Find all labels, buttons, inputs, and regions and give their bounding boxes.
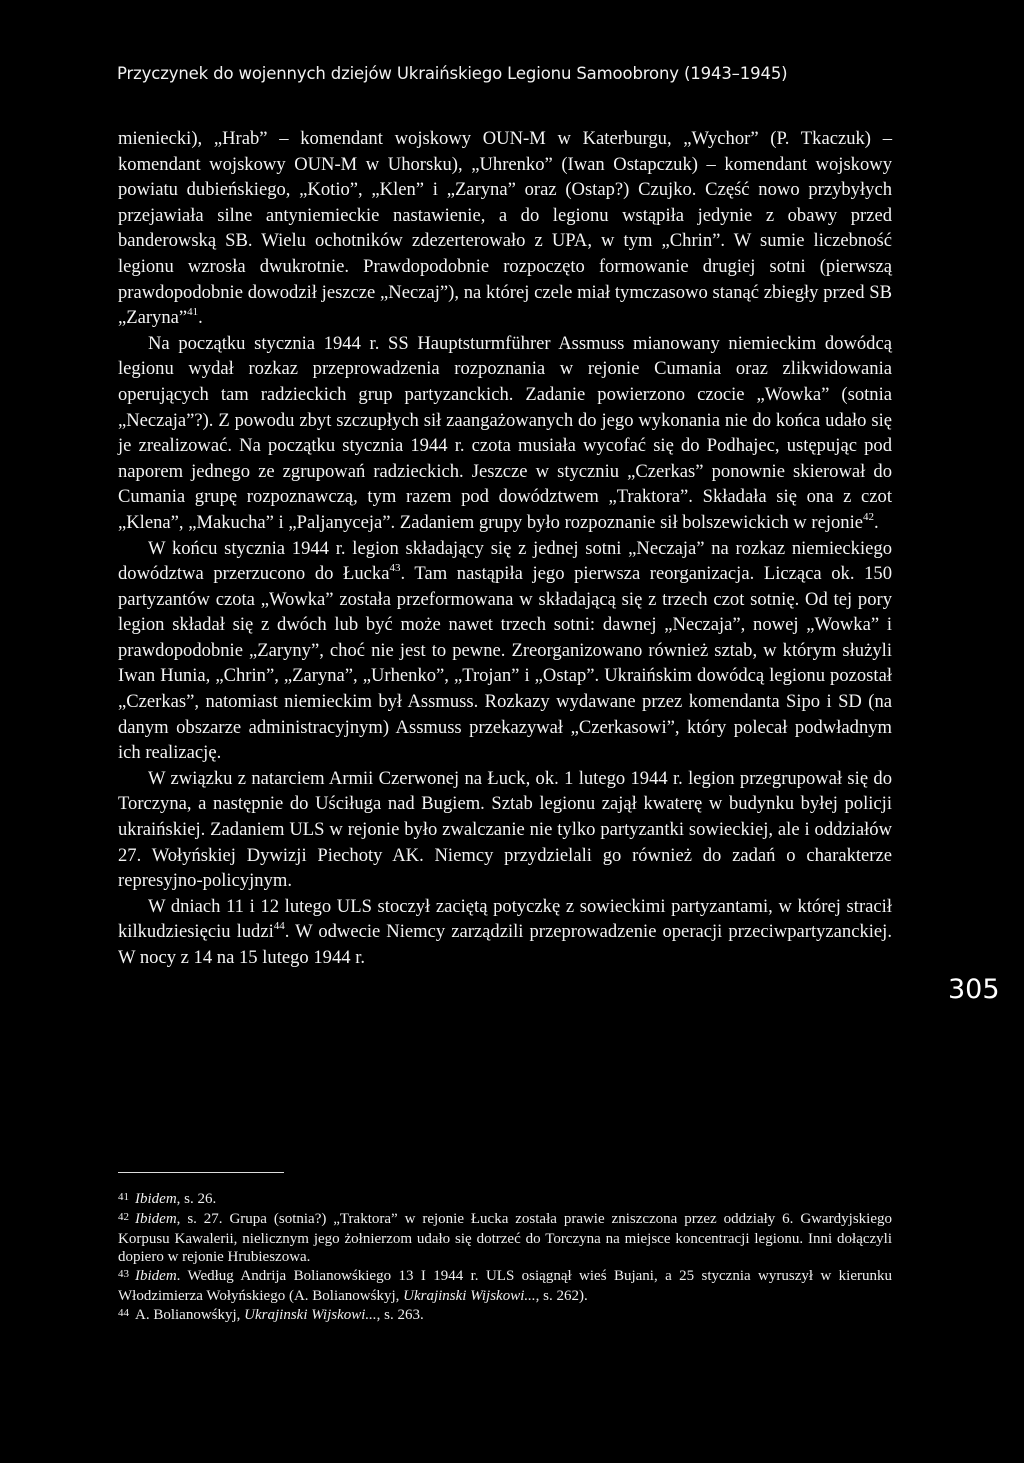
footnote-ref-44[interactable]: 44 [273, 920, 285, 933]
footnote-italic: Ukrajinski Wijskowi... [244, 1306, 377, 1323]
footnote-ref-41[interactable]: 41 [187, 305, 199, 318]
footnote-italic: Ibidem [135, 1191, 177, 1207]
footnote-ref-42[interactable]: 42 [863, 510, 874, 523]
paragraph-text: W związku z natarciem Armii Czerwonej na Łuck, ok. 1 lutego 1944 r. legion przegrupował się do Torczyna, a następnie do Uściługa nad Bugiem. Sztab legionu zajął kwaterę w budynku byłej policji ukraińskiej. Zadaniem ULS w rejonie było zwalczanie nie tylko partyzantki sowieckiej, ale i oddziałów 27. Wołyńskiej Dywizji Piechoty AK. Niemcy przydzielali go również do zadań o charakterze represyjno-policyjnym. [118, 767, 892, 892]
footnote-divider [118, 1172, 284, 1173]
footnote-italic: Ibidem [135, 1268, 177, 1285]
paragraph-3 [118, 536, 892, 766]
paragraph-4 [118, 766, 892, 894]
footnote-italic: Ibidem [135, 1210, 177, 1227]
paragraph-text: W końcu stycznia 1944 r. legion składający się z jednej sotni „Neczaja” na rozkaz niemieckiego dowództwa przerzucono do Łucka [118, 537, 892, 585]
paragraph-5 [118, 894, 892, 971]
paragraph-text: . Tam nastąpiła jego pierwsza reorganizacja. Licząca ok. 150 partyzantów czota „Wowka” została przeformowana w składającą się z trzech czot sotnię. Od tej pory legion składał się z dwóch lub być może nawet trzech sotni: dawnej „Neczaja”, nowej „Wowka” i prawdopodobnie „Zaryny”, choć nie jest to pewne. Zreorganizowano również sztab, w którym służyli Iwan Hunia, „Chrin”, „Zaryna”, „Urhenko”, „Trojan” i „Ostap”. Ukraińskim dowódcą legionu pozostał „Czerkas”, natomiast niemieckim był Assmuss. Rozkazy wydawane przez komendanta Sipo i SD (na danym obszarze administracyjnym) Assmuss przekazywał „Czerkasowi”, który polecał podwładnym ich realizację. [118, 563, 892, 764]
footnote-44 [118, 1306, 892, 1326]
running-header: Przyczynek do wojennych dziejów Ukraińskiego Legionu Samoobrony (1943–1945) [117, 64, 788, 83]
footnote-text: , s. 262). [535, 1287, 588, 1304]
footnote-text: , s. 26. [176, 1191, 217, 1207]
paragraph-text: . W odwecie Niemcy zarządzili przeprowadzenie operacji przeciwpartyzanckiej. W nocy z 14 na 15 lutego 1944 r. [118, 921, 892, 968]
footnote-number: 42 [118, 1210, 129, 1223]
paragraph-text: . [198, 307, 203, 329]
footnote-42 [118, 1210, 892, 1267]
paragraph-1 [118, 126, 892, 331]
paragraph-text: . [874, 511, 879, 533]
paragraph-text: W dniach 11 i 12 lutego ULS stoczył zaciętą potyczkę z sowieckimi partyzantami, w której stracił kilkudziesięciu ludzi [118, 895, 892, 943]
footnote-text: . Według Andrija Bolianowśkiego 13 I 1944 r. ULS osiągnął wieś Bujani, a 25 stycznia wyruszył w kierunku Włodzimierza Wołyńskiego (A. Bolianowśkyj, [118, 1268, 892, 1304]
paragraph-2 [118, 331, 892, 536]
footnote-43 [118, 1267, 892, 1306]
paragraph-text: mieniecki), „Hrab” – komendant wojskowy OUN-M w Katerburgu, „Wychor” (P. Tkaczuk) – komendant wojskowy OUN-M w Uhorsku), „Uhrenko” (Iwan Ostapczuk) – komendant wojskowy powiatu dubieńskiego, „Kotio”, „Klen” i „Zaryna” oraz (Ostap?) Czujko. Część nowo przybyłych przejawiała silne antyniemieckie nastawienie, a do legionu wstąpiła jedynie z obawy przed banderowską SB. Wielu ochotników zdezerterowało z UPA, w tym „Chrin”. W sumie liczebność legionu wzrosła dwukrotnie. Prawdopodobnie rozpoczęto formowanie drugiej sotni (pierwszą prawdopodobnie dowodził jeszcze „Neczaj”), na której czele miał tymczasowo stanąć zbiegły przed SB „Zaryna” [118, 128, 892, 329]
footnotes [118, 1190, 892, 1326]
footnote-text: A. Bolianowśkyj, [135, 1306, 245, 1323]
page-number: 305 [948, 974, 1000, 1005]
footnote-ref-43[interactable]: 43 [389, 561, 401, 574]
footnote-41 [118, 1190, 892, 1210]
footnote-number: 44 [118, 1306, 129, 1319]
footnote-text: , s. 263. [376, 1306, 424, 1323]
footnote-number: 43 [118, 1268, 129, 1281]
footnote-italic: Ukrajinski Wijskowi... [403, 1287, 536, 1304]
footnote-number: 41 [118, 1191, 129, 1203]
main-text [118, 126, 892, 971]
paragraph-text: Na początku stycznia 1944 r. SS Hauptsturmführer Assmuss mianowany niemieckim dowódcą legionu wydał rozkaz przeprowadzenia rozpoznania w rejonie Cumania oraz zlikwidowania operujących tam radzieckich grup partyzanckich. Zadanie powierzono czocie „Wowka” (sotnia „Neczaja”?). Z powodu zbyt szczupłych sił zaangażowanych do jego wykonania nie do końca udało się je zrealizować. Na początku stycznia 1944 r. czota musiała wycofać się do Podhajec, ustępując pod naporem jednego ze zgrupowań radzieckich. Jeszcze w styczniu „Czerkas” ponownie skierował do Cumania grupę rozpoznawczą, tym razem pod dowództwem „Traktora”. Składała się ona z czot „Klena”, „Makucha” i „Paljanyceja”. Zadaniem grupy było rozpoznanie sił bolszewickich w rejonie [118, 332, 892, 533]
footnote-text: , s. 27. Grupa (sotnia?) „Traktora” w rejonie Łucka została prawie zniszczona przez oddziały 6. Gwardyjskiego Korpusu Kawalerii, nielicznym jego żołnierzom udało się dotrzeć do Torczyna na miejsce koncentracji legionu. Inni dołączyli dopiero w rejonie Hrubieszowa. [118, 1210, 892, 1266]
